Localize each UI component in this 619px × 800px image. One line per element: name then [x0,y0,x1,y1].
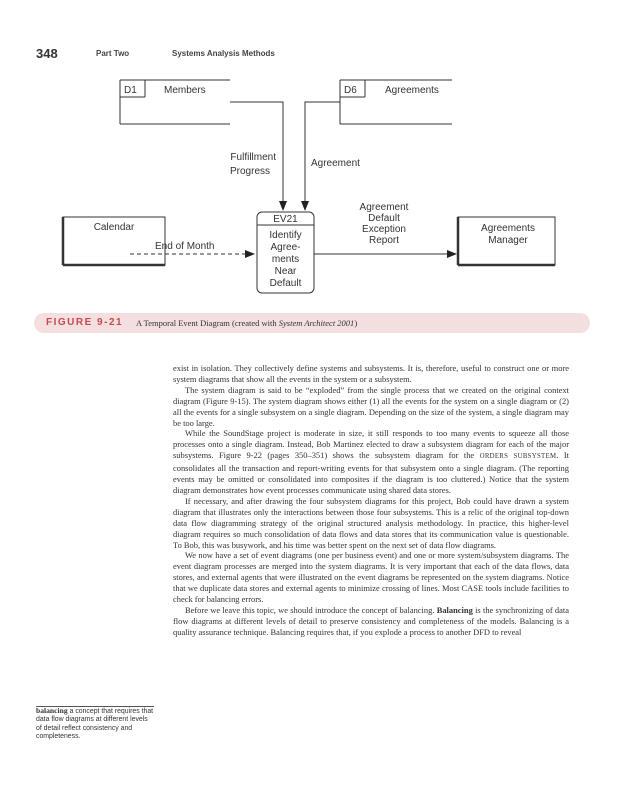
external-agent-agreements-manager [458,217,555,265]
paragraph-4: If necessary, and after drawing the four subsystem diagrams for this project, Bob could have drawn a system diagram that illustrates only the interactions between those four subsystems. This is a relic of the original top-down data flow diagramming strategy of the original structured analysis methodology. In practice, this higher-level diagram requires so much consolidation of data flows and data stores that its communication value is questionable. To Bob, this was busywork, and his time was better spent on the next set of data flow diagrams. [173,495,569,550]
paragraph-2: The system diagram is said to be “exploded” from the single process that we created on the original context diagram (Figure 9-15). The system diagram shows either (1) all the events for the system on a single diagram or (2) all the events for a single subsystem on a single diagram. Depending on the size of the system, a single diagram may be too large. [173,384,569,428]
store-agreements-name: Agreements [385,85,439,96]
flow-fulfillment-label-2: Progress [229,166,270,177]
process-ev21 [257,212,314,293]
data-store-members [120,80,230,124]
process-line-1: Identify [269,230,302,241]
flow-fulfillment-progress [230,102,283,210]
store-members-name: Members [164,85,206,96]
margin-note-definition: a concept that requires that data flow diagrams at different levels of detail reflect consistency and completeness. [36,708,154,741]
orders-subsystem-term: ORDERS SUBSYSTEM [479,453,557,461]
paragraph-6: Before we leave this topic, we should introduce the concept of balancing. Balancing is the synchronizing of data flow diagrams at different levels of detail to preserve consistency and completeness of the models. Balancing is a quality assurance technique. Balancing requires that, if you explode a process to another DFD to reveal [173,604,569,637]
section-label: Systems Analysis Methods [172,49,275,58]
process-id: EV21 [273,214,298,225]
margin-note [36,707,154,742]
page-number: 348 [36,46,58,61]
calendar-label: Calendar [93,222,135,233]
exception-line-1: Agreement [359,202,409,213]
process-line-2: Agree- [270,242,301,253]
paragraph-1: exist in isolation. They collectively define systems and subsystems. It is, therefore, useful to construct one or more system diagrams that show all the events in the system or a subsystem. [173,363,569,384]
paragraph-5: We now have a set of event diagrams (one per business event) and one or more system/subsystem diagrams. The event diagram processes are merged into the system diagrams. It is very important that each of the data flows, data stores, and external agents that were illustrated on the event diagrams be represented on the system diagrams. Notice that we duplicate data stores and external agents to minimize crossing of lines. Most CASE tools include facilities to check for balancing errors. [173,550,569,605]
part-label: Part Two [96,49,130,58]
store-agreements-id: D6 [344,85,357,96]
figure-caption: A Temporal Event Diagram (created with System Architect 2001) [136,318,358,328]
flow-agreement [305,102,360,210]
balancing-term: Balancing [436,604,473,615]
exception-line-2: Default [368,213,400,224]
store-members-id: D1 [124,85,137,96]
end-of-month-label: End of Month [155,241,215,252]
process-line-4: Near [274,266,297,277]
caption-tool-name: System Architect 2001 [278,318,355,328]
data-store-agreements [340,80,452,124]
flow-fulfillment-label-1: Fulfillment [230,152,276,163]
body-text [173,363,569,638]
exception-line-3: Exception [362,224,406,235]
paragraph-3: While the SoundStage project is moderate in size, it still responds to too many events to squeeze all those processes onto a single diagram. Instead, Bob Martinez elected to draw a subsystem diagram for each of the major subsystems. Figure 9-22 (pages 350–351) shows the subsystem diagram for the ORDERS SUBSYSTEM. It consolidates all the transaction and report-writing events for that subsystem onto a single diagram. (The reporting events may be omitted or consolidated into composites if the diagram is too cluttered.) Notice that the system diagram demonstrates how event processes communicate using shared data stores. [173,428,570,495]
manager-line-2: Manager [488,235,528,246]
figure-number: FIGURE 9-21 [46,317,124,328]
process-line-5: Default [269,278,302,289]
manager-line-1: Agreements [481,223,535,234]
external-agent-calendar [63,217,165,265]
margin-note-term: balancing [36,706,68,715]
exception-line-4: Report [368,235,400,246]
flow-agreement-label: Agreement [311,158,360,169]
process-line-3: ments [271,254,300,265]
flow-exception-report [314,202,456,254]
